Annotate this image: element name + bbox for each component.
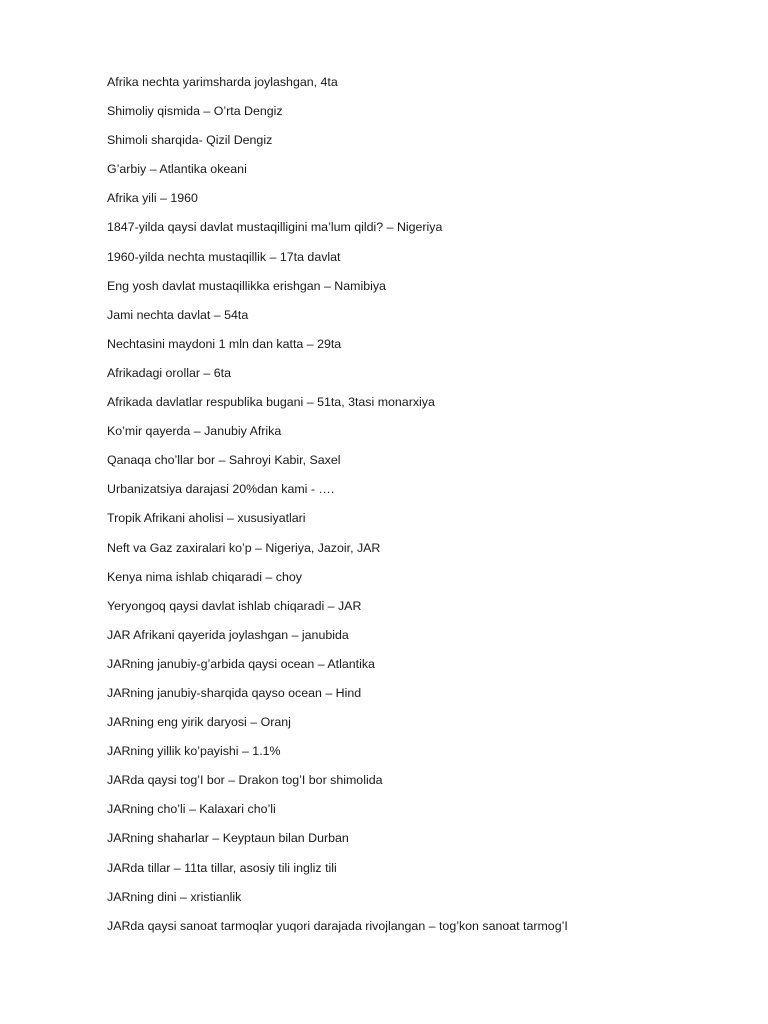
text-line: JARning yillik ko’payishi – 1.1% [107, 744, 281, 759]
text-line: JARning janubiy-sharqida qayso ocean – Hind [107, 685, 362, 700]
text-line: Urbanizatsiya darajasi 20%dan kami - …. [107, 482, 335, 497]
text-line: Nechtasini maydoni 1 mln dan katta – 29ta [107, 336, 342, 351]
text-line: Afrika yili – 1960 [107, 191, 198, 206]
text-line: Shimoliy qismida – O’rta Dengiz [107, 104, 283, 119]
text-line: Afrikadagi orollar – 6ta [107, 365, 231, 380]
text-line: 1960-yilda nechta mustaqillik – 17ta davlat [107, 249, 341, 264]
text-line: Ko’mir qayerda – Janubiy Afrika [107, 424, 282, 439]
text-line: Neft va Gaz zaxiralari ko’p – Nigeriya, Jazoir, JAR [107, 540, 381, 555]
text-line: JARda qaysi sanoat tarmoqlar yuqori darajada rivojlangan – tog’kon sanoat tarmog’I [107, 918, 568, 933]
text-line: Tropik Afrikani aholisi – xususiyatlari [107, 511, 306, 526]
text-line: Afrika nechta yarimsharda joylashgan, 4ta [107, 75, 338, 89]
text-line: Jami nechta davlat – 54ta [107, 307, 249, 322]
text-line: JARning cho’li – Kalaxari cho’li [107, 802, 276, 817]
text-line: Afrikada davlatlar respublika bugani – 51ta, 3tasi monarxiya [107, 395, 435, 410]
text-line: JARda tillar – 11ta tillar, asosiy tili ingliz tili [107, 860, 337, 875]
text-line: JARning shaharlar – Keyptaun bilan Durban [107, 831, 349, 846]
text-line: 1847-yilda qaysi davlat mustaqilligini ma’lum qildi? – Nigeriya [107, 220, 443, 235]
text-line: G’arbiy – Atlantika okeani [107, 162, 247, 177]
text-line: JARning janubiy-g’arbida qaysi ocean – Atlantika [107, 656, 375, 671]
text-line: Yeryongoq qaysi davlat ishlab chiqaradi – JAR [107, 598, 362, 613]
text-line: JARning dini – xristianlik [107, 889, 242, 904]
text-lines [107, 73, 747, 946]
text-line: Shimoli sharqida- Qizil Dengiz [107, 133, 273, 148]
text-line: JARning eng yirik daryosi – Oranj [107, 715, 291, 730]
text-line: JAR Afrikani qayerida joylashgan – janubida [107, 627, 349, 642]
text-line: Kenya nima ishlab chiqaradi – choy [107, 569, 302, 584]
text-line: Eng yosh davlat mustaqillikka erishgan – Namibiya [107, 278, 386, 293]
text-line: Qanaqa cho’llar bor – Sahroyi Kabir, Saxel [107, 453, 341, 468]
text-line: JARda qaysi tog’I bor – Drakon tog’I bor shimolida [107, 773, 383, 788]
